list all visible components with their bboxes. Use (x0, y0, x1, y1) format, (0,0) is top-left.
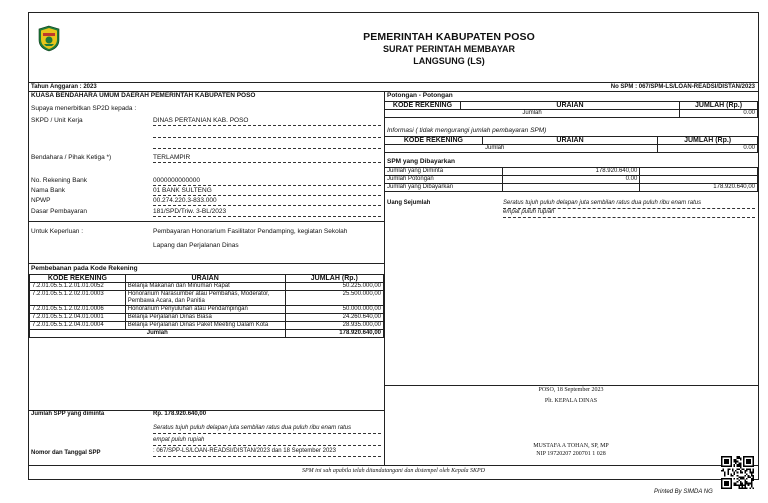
kode-cell: 7.2.01.05.5.1.2.04.01.0004 (30, 322, 126, 330)
keperluan-line-1: Pembayaran Honorarium Fasilitator Pendamping, kegiatan Sekolah (153, 228, 348, 235)
uraian-cell: Honorarium Penyuluhan atau Pendampingan (125, 306, 285, 314)
dasar-value: 181/SPD/Triw. 3-BL/2023 (153, 208, 227, 215)
potongan-title: Potongan - Potongan (387, 92, 453, 99)
informasi-jumlah-value: 0.00 (658, 145, 758, 153)
kuasa-bud: KUASA BENDAHARA UMUM DAERAH PEMERINTAH KABUPATEN POSO (31, 92, 256, 99)
dibayarkan-label: Jumlah yang Dibayarkan (385, 184, 503, 192)
dotted-line (153, 137, 381, 138)
kode-cell: 7.2.01.05.5.1.2.01.01.0052 (30, 283, 126, 291)
norek-label: No. Rekening Bank (31, 177, 88, 184)
spp-terbilang-2: empat puluh rupiah (153, 437, 205, 443)
document-header-subtitle: SURAT PERINTAH MEMBAYAR (382, 44, 515, 54)
jumlah-cell: 25.500.000,00 (285, 291, 383, 306)
kode-cell: 7.2.01.05.5.1.2.02.01.0006 (30, 306, 126, 314)
dotted-line (153, 148, 381, 149)
uraian-cell: Belanja Makanan dan Minuman Rapat (125, 283, 285, 291)
divider (384, 385, 758, 386)
diminta-label: Jumlah yang Diminta (385, 168, 503, 176)
no-spm: No SPM : 067/SPM-LS/LOAN-READSI/DISTAN/2023 (610, 84, 755, 90)
jumlah-cell: 28.935.000,00 (285, 322, 383, 330)
spp-terbilang-1: Seratus tujuh puluh delapan juta sembilan ratus dua puluh ribu enam ratus (153, 425, 352, 431)
skpd-value: DINAS PERTANIAN KAB. POSO (153, 117, 249, 124)
diminta-value: 178.920.640,00 (502, 168, 640, 176)
potongan-jumlah-label: Jumlah (385, 110, 680, 118)
divider (29, 465, 758, 466)
bank-value: 01 BANK SULTENG (153, 187, 212, 194)
uang-sejumlah-line-1: Seratus tujuh puluh delapan juta sembilan ratus dua puluh ribu enam ratus (503, 200, 702, 206)
col-kode: KODE REKENING (385, 137, 483, 145)
total-label: Jumlah (30, 330, 286, 338)
dotted-line (153, 162, 381, 163)
col-kode: KODE REKENING (385, 102, 461, 110)
jumlah-cell: 24.260.640,00 (285, 314, 383, 322)
bank-label: Nama Bank (31, 187, 65, 194)
uraian-cell: Belanja Perjalanan Dinas Paket Meeting Dalam Kota (125, 322, 285, 330)
dotted-line (153, 456, 381, 457)
divider (29, 221, 384, 222)
jumlah-cell: 50.000.000,00 (285, 306, 383, 314)
footer-note: SPM ini sah apabila telah ditandatangani dan distempel oleh Kepala SKPD (302, 468, 485, 474)
spp-jumlah-value: Rp. 178.920.640,00 (153, 411, 207, 417)
table-row (30, 314, 384, 322)
col-jumlah: JUMLAH (Rp.) (658, 137, 758, 145)
spp-nomor-value: : 067/SPP-LS/LOAN-READSI/DISTAN/2023 dan 18 September 2023 (153, 448, 336, 454)
spp-nomor-label: Nomor dan Tanggal SPP (31, 450, 101, 456)
jumlah-cell: 50.225.000,00 (285, 283, 383, 291)
skpd-label: SKPD / Unit Kerja (31, 117, 83, 124)
col-uraian: URAIAN (482, 137, 657, 145)
divider (29, 82, 758, 83)
tahun-anggaran: Tahun Anggaran : 2023 (31, 84, 97, 90)
col-kode: KODE REKENING (30, 275, 126, 283)
informasi-table (384, 136, 758, 153)
kabupaten-poso-logo (37, 25, 61, 52)
bendahara-value: TERLAMPIR (153, 154, 191, 161)
empty-cell (502, 184, 640, 192)
informasi-jumlah-label: Jumlah (385, 145, 658, 153)
potongan-jumlah-value: 0.00 (680, 110, 758, 118)
norek-value: 0000000000000 (153, 177, 200, 184)
keperluan-label: Untuk Keperluan : (31, 228, 84, 235)
ttd-nip: NIP 19720207 200701 1 028 (536, 451, 606, 457)
dibayarkan-value: 178.920.640,00 (640, 184, 758, 192)
bendahara-label: Bendahara / Pihak Ketiga *) (31, 154, 112, 161)
pembebanan-table (29, 274, 384, 338)
dotted-line (153, 216, 381, 217)
npwp-label: NPWP (31, 197, 51, 204)
document-header-title: PEMERINTAH KABUPATEN POSO (363, 31, 535, 43)
uang-sejumlah-label: Uang Sejumlah (387, 200, 431, 206)
uraian-cell: Belanja Perjalanan Dinas Biasa (125, 314, 285, 322)
uraian-cell (125, 291, 285, 306)
dotted-line (153, 445, 381, 446)
empty-cell (640, 168, 758, 176)
table-row (30, 283, 384, 291)
dotted-line (503, 217, 755, 218)
pembebanan-title: Pembebanan pada Kode Rekening (31, 265, 138, 272)
dotted-line (153, 205, 381, 206)
uang-sejumlah-line-2: empat puluh rupiah (503, 209, 555, 215)
ttd-nama: MUSTAFA A TOHAN, SP, MP (533, 443, 609, 449)
kode-cell: 7.2.01.05.5.1.2.04.01.0001 (30, 314, 126, 322)
spp-jumlah-label: Jumlah SPP yang diminta (31, 411, 105, 417)
dibayarkan-title: SPM yang Dibayarkan (387, 158, 455, 165)
col-uraian: URAIAN (125, 275, 285, 283)
uraian-line: Honorarium Narasumber atau Pembahas, Moderator, (127, 291, 270, 297)
document-header-subtitle-2: LANGSUNG (LS) (413, 56, 485, 66)
potongan-value: 0.00 (502, 176, 640, 184)
divider (29, 263, 384, 264)
keperluan-line-2: Lapang dan Perjalanan Dinas (153, 242, 239, 249)
dibayarkan-table (384, 167, 758, 192)
table-row (30, 322, 384, 330)
empty-cell (640, 176, 758, 184)
dotted-line (153, 433, 381, 434)
spm-document (28, 12, 759, 480)
potongan-table (384, 101, 758, 118)
potongan-label: Jumlah Potongan (385, 176, 503, 184)
supaya-text: Supaya menerbitkan SP2D kepada : (31, 105, 137, 112)
total-value: 178.920.640,00 (285, 330, 383, 338)
kode-cell: 7.2.01.05.5.1.2.02.01.0003 (30, 291, 126, 306)
informasi-title: Informasi ( tidak mengurangi jumlah pembayaran SPM) (387, 127, 547, 134)
printed-by: Printed By SIMDA NG (654, 489, 713, 495)
dasar-label: Dasar Pembayaran (31, 208, 87, 215)
col-jumlah: JUMLAH (Rp.) (680, 102, 758, 110)
uraian-line: Pembawa Acara, dan Panitia (127, 298, 205, 304)
dotted-line (153, 195, 381, 196)
dotted-line (153, 185, 381, 186)
col-jumlah: JUMLAH (Rp.) (285, 275, 383, 283)
dotted-line (153, 125, 381, 126)
qr-code (721, 456, 754, 489)
ttd-tempat-tanggal: POSO, 18 September 2023 (538, 387, 604, 393)
ttd-jabatan: Plt. KEPALA DINAS (544, 398, 598, 404)
table-row (30, 291, 384, 306)
col-uraian: URAIAN (460, 102, 679, 110)
table-row (30, 306, 384, 314)
npwp-value: 00.274.220.3-833.000 (153, 197, 217, 204)
table-total-row (30, 330, 384, 338)
